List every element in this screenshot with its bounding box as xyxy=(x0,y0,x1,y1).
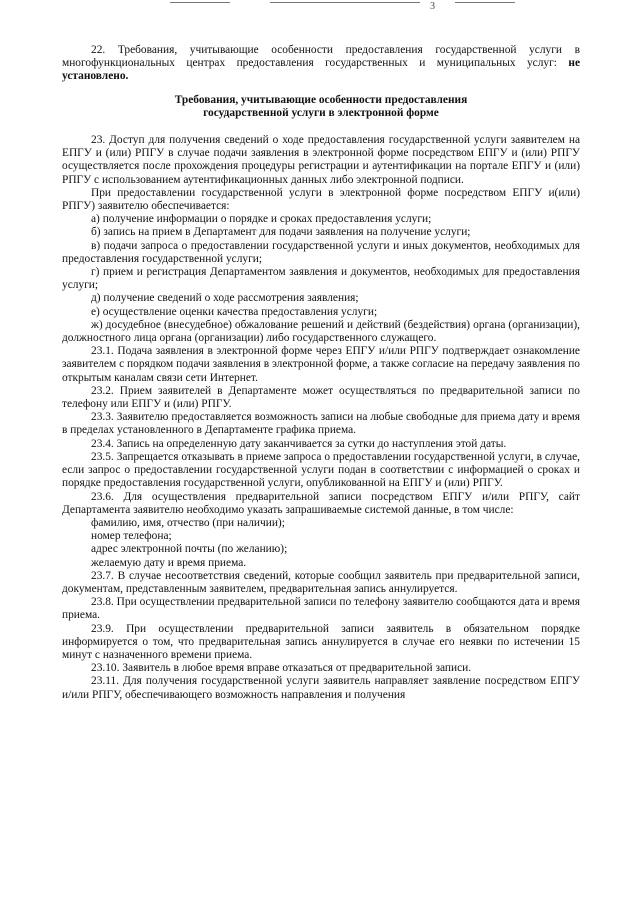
list-item-v: в) подачи запроса о предоставлении государственной услуги и иных документов, необходимых для предоставления государственной услуги; xyxy=(62,239,580,265)
top-rule-middle xyxy=(270,2,420,3)
paragraph-23-11: 23.11. Для получения государственной услуги заявитель направляет заявление посредством ЕПГУ и/или РПГУ, обеспечивающего возможность направления и получения xyxy=(62,675,580,701)
top-rule-left xyxy=(170,2,230,3)
paragraph-23-5: 23.5. Запрещается отказывать в приеме запроса о предоставлении государственной услуги, в случае, если запрос о предоставлении государственной услуги подан в соответствии с информацией о сроках и порядке предоставления государственной услуги, опубликованной на ЕПГУ и (или) РПГУ. xyxy=(62,450,580,490)
page-number: 3 xyxy=(430,1,435,12)
section-heading xyxy=(62,94,580,120)
paragraph-23-6: 23.6. Для осуществления предварительной записи посредством ЕПГУ и/или РПГУ, сайт Департамента заявителю необходимо указать запрашиваемые системой данные, в том числе: xyxy=(62,490,580,516)
list-item-b: б) запись на прием в Департамент для подачи заявления на получение услуги; xyxy=(91,226,471,239)
list-item-a: а) получение информации о порядке и сроках предоставления услуги; xyxy=(91,213,432,226)
paragraph-23-10: 23.10. Заявитель в любое время вправе отказаться от предварительной записи. xyxy=(91,662,472,675)
paragraph-22: 22. Требования, учитывающие особенности предоставления государственной услуги в многофункциональных центрах предоставления государственных и муниципальных услуг: не установлено. xyxy=(62,44,580,83)
paragraph-23-2: 23.2. Прием заявителей в Департаменте может осуществляться по предварительной записи по телефону или ЕПГУ и (или) РПГУ. xyxy=(62,384,580,411)
data-field-1: фамилию, имя, отчество (при наличии); xyxy=(91,516,285,529)
paragraph-23-3: 23.3. Заявителю предоставляется возможность записи на любые свободные для приема дату и время в пределах установленного в Департаменте графика приема. xyxy=(62,411,580,437)
paragraph-23-intro: При предоставлении государственной услуги в электронной форме посредством ЕПГУ и(или) РПГУ) заявителю обеспечивается: xyxy=(62,186,580,213)
paragraph-23-1: 23.1. Подача заявления в электронной форме через ЕПГУ и/или РПГУ подтверждает ознакомление заявителем с порядком подачи заявления в электронной форме, а также согласие на передачу заявления по открытым каналам связи сети Интернет. xyxy=(62,345,580,384)
section-heading-line-1: Требования, учитывающие особенности предоставления xyxy=(174,93,468,106)
paragraph-23-7: 23.7. В случае несоответствия сведений, которые сообщил заявитель при предварительной записи, документам, представленным заявителем, предварительная запись аннулируется. xyxy=(62,569,580,595)
list-item-zh: ж) досудебное (внесудебное) обжалование решений и действий (бездействия) органа (организации), должностного лица органа (организации) либо государственного служащего. xyxy=(62,318,580,345)
list-item-e: е) осуществление оценки качества предоставления услуги; xyxy=(91,305,378,318)
paragraph-23-4: 23.4. Запись на определенную дату заканчивается за сутки до наступления этой даты. xyxy=(91,437,507,450)
data-field-3: адрес электронной почты (по желанию); xyxy=(91,543,288,556)
top-rule-right xyxy=(455,2,515,3)
list-item-d: д) получение сведений о ходе рассмотрения заявления; xyxy=(91,292,359,305)
paragraph-23-8: 23.8. При осуществлении предварительной записи по телефону заявителю сообщаются дата и время приема. xyxy=(62,596,580,622)
data-field-4: желаемую дату и время приема. xyxy=(91,556,247,569)
list-item-g: г) прием и регистрация Департаментом заявления и документов, необходимых для предоставления услуги; xyxy=(62,266,580,292)
data-field-2: номер телефона; xyxy=(91,530,172,543)
section-heading-line-2: государственной услуги в электронной форме xyxy=(203,106,439,119)
paragraph-23-9: 23.9. При осуществлении предварительной записи заявитель в обязательном порядке информируется о том, что предварительная запись аннулируется в случае его неявки по истечении 15 минут с назначенного времени приема. xyxy=(62,622,580,661)
document-body xyxy=(62,44,580,702)
paragraph-22-status: не установлено. xyxy=(62,57,580,83)
paragraph-23: 23. Доступ для получения сведений о ходе предоставления государственной услуги заявителем на ЕПГУ и (или) РПГУ в случае подачи заявления в электронной форме посредством ЕПГУ и (или) РПГУ осуществляется после прохождения процедуры регистрации и аутентификации на портале ЕПГУ и (или) РПГУ с использованием аутентификационных данных либо электронной подписи. xyxy=(62,134,580,186)
